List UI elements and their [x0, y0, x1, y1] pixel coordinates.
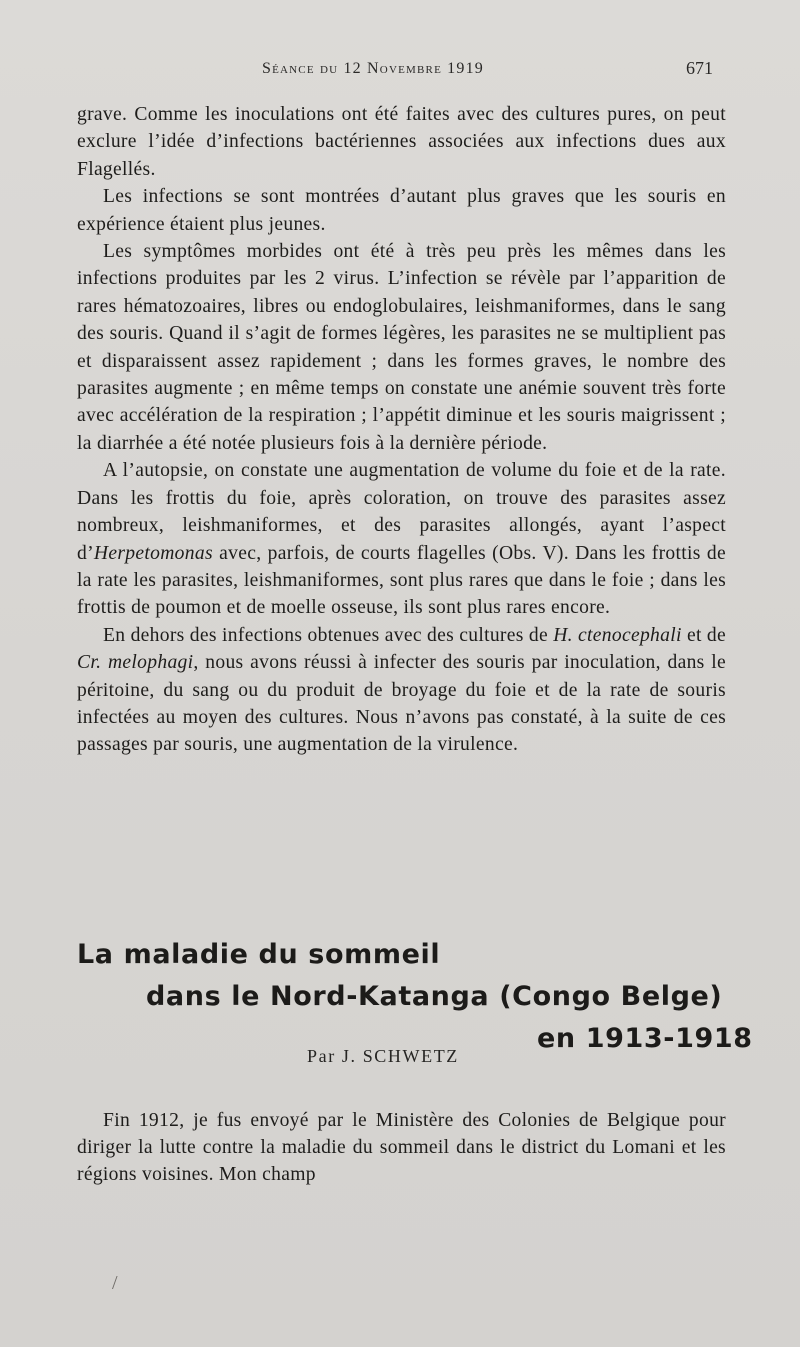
passages-text-3: , nous avons réussi à infecter des souris par inoculation, dans le péritoine, du sang ou du produit de broyage du foie et de la rate de souris infectées au moyen des cultures. Nous n’avons pas constaté, à la suite de ces passages par souris, une augmentation de la virulence.	[77, 652, 727, 756]
stray-pencil-mark: /	[112, 1272, 118, 1294]
paragraph-severity: Les infections se sont montrées d’autant plus graves que les souris en expérience étaient plus jeunes.	[77, 186, 726, 235]
paragraph-symptoms: Les symptômes morbides ont été à très peu près les mêmes dans les infections produites par les 2 virus. L’infection se révèle par l’apparition de rares hématozoaires, libres ou endoglobulaires, leishmaniformes, dans le sang des souris. Quand il s’agit de formes légères, les parasites ne se multiplient pas et disparaissent assez rapidement ; dans les formes graves, le nombre des parasites augmente ; en même temps on constate une anémie souvent très forte avec accélération de la respiration ; l’appétit diminue et les souris maigrissent ; la diarrhée a été notée plusieurs fois à la dernière période.	[77, 241, 726, 454]
article-text	[77, 1107, 726, 1189]
paragraph-continuation: grave. Comme les inoculations ont été faites avec des cultures pures, on peut exclure l’idée d’infections bactériennes associées aux infections dues aux Flagellés.	[77, 104, 726, 180]
genus-name-herpetomonas: Herpetomonas	[93, 542, 213, 564]
body-text	[77, 101, 726, 759]
article-title-line-1: La maladie du sommeil	[77, 939, 441, 970]
autopsy-text-start: A l’autopsie, on constate une augmentation de volume du foie et de la rate. Dans les frottis du foie, après coloration, on trouve des parasites assez nombreux, leishmaniformes, et des parasites allongés, ayant l’aspect d’	[77, 460, 726, 564]
species-name-ctenocephali: H. ctenocephali	[553, 624, 682, 646]
species-name-melophagi: Cr. melophagi	[77, 652, 194, 674]
passages-text-2: et de	[681, 624, 726, 646]
paragraph-passages	[77, 622, 726, 759]
running-title: Séance du 12 Novembre 1919	[262, 60, 484, 77]
article-title-line-3: en 1913-1918	[537, 1023, 753, 1054]
article-byline: Par J. SCHWETZ	[307, 1046, 459, 1066]
running-head	[0, 56, 800, 86]
article-first-paragraph: Fin 1912, je fus envoyé par le Ministère des Colonies de Belgique pour diriger la lutte contre la maladie du sommeil dans le district du Lomani et les régions voisines. Mon champ	[77, 1110, 726, 1186]
article-title-line-2: dans le Nord-Katanga (Congo Belge)	[146, 981, 723, 1012]
autopsy-text-end: avec, parfois, de courts flagelles (Obs. V). Dans les frottis de la rate les parasites, leishmaniformes, sont plus rares que dans le foie ; dans les frottis de poumon et de moelle osseuse, ils sont plus rares encore.	[77, 542, 726, 619]
paragraph-autopsy	[77, 457, 726, 621]
passages-text-1: En dehors des infections obtenues avec des cultures de	[103, 624, 554, 646]
page-number: 671	[686, 58, 713, 78]
